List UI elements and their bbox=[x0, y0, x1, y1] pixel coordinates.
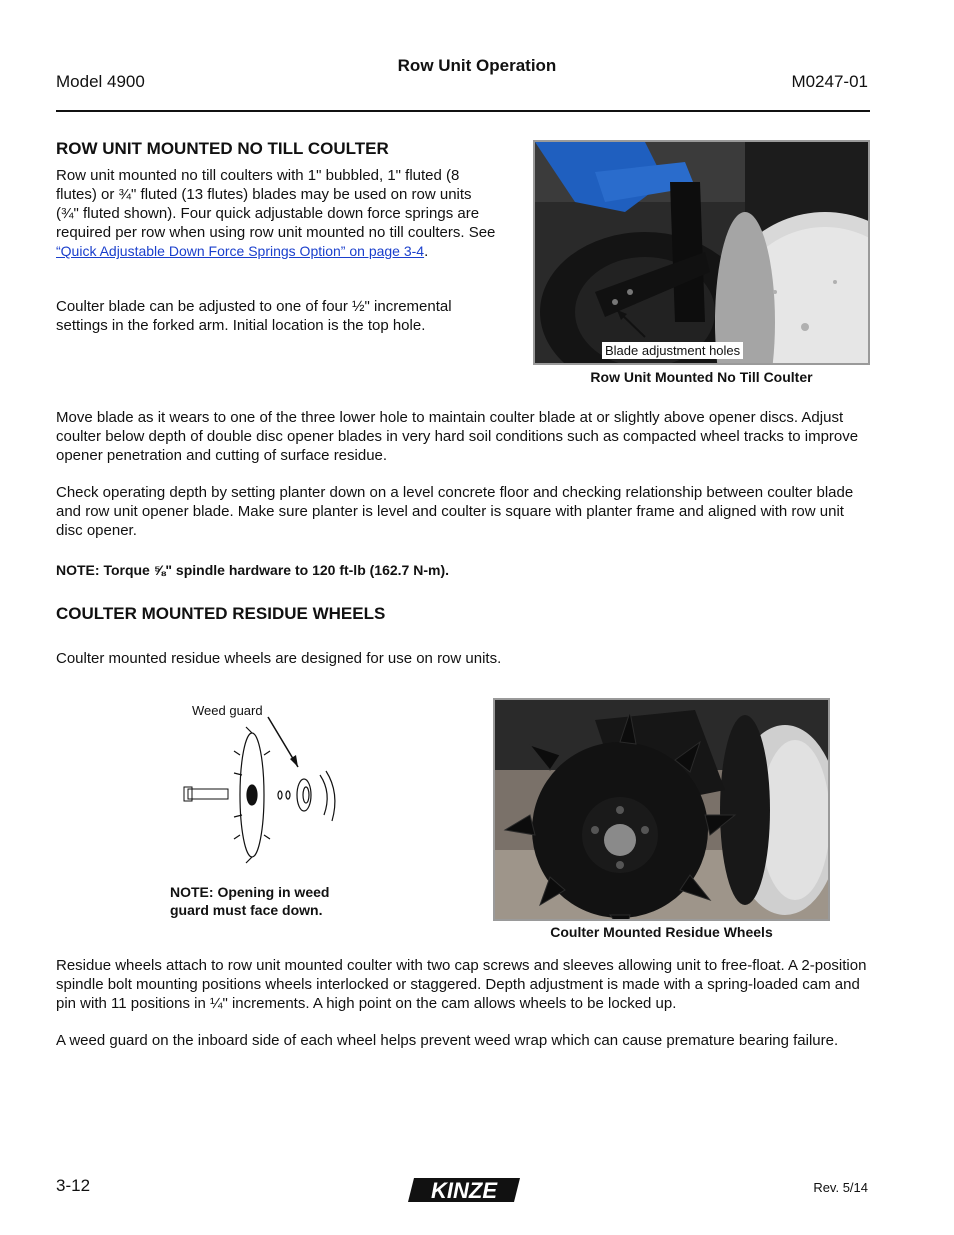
section-title: Row Unit Operation bbox=[397, 56, 557, 75]
operating-depth-paragraph: Check operating depth by setting planter down on a level concrete floor and checking relationship between coulter blade and row unit opener blade. Make sure planter is level and coulter is square with planter frame and aligned with row unit disc opener. bbox=[56, 484, 854, 539]
kinze-logo-mark bbox=[404, 1174, 524, 1204]
weed-guard-paragraph: A weed guard on the inboard side of each wheel helps prevent weed wrap which can cause premature bearing failure. bbox=[56, 1032, 839, 1049]
weed-guard-label: Weed guard bbox=[192, 703, 263, 718]
torque-note: NOTE: Torque ⅝" spindle hardware to 120 ft-lb (162.7 N-m). bbox=[56, 562, 449, 578]
kinze-logo-text: KINZE bbox=[431, 1178, 497, 1203]
residue-attach-paragraph: Residue wheels attach to row unit mounted coulter with two cap screws and sleeves allowing unit to free-float. A 2-position spindle bolt mounting positions wheels interlocked or staggered. Depth adjustment is made with a spring-loaded cam and pin with 11 positions in ¼" increments. A high point on the cam allows wheels to be locked up. bbox=[56, 957, 867, 1012]
blade-adjust-paragraph: Coulter blade can be adjusted to one of four ½" incremental settings in the forked arm. Initial location is the top hole. bbox=[56, 298, 452, 334]
blade-wear-paragraph: Move blade as it wears to one of the three lower hole to maintain coulter blade at or slightly above opener discs. Adjust coulter below depth of double disc opener blades in very hard soil conditions such as compacted wheel tracks to improve opener penetration and cutting of surface residue. bbox=[56, 409, 859, 464]
weed-guard-note: NOTE: Opening in weed guard must face down. bbox=[170, 884, 330, 918]
page-number: 3-12 bbox=[56, 1176, 91, 1195]
residue-wheel-photo bbox=[493, 698, 830, 921]
revision-date: Rev. 5/14 bbox=[813, 1180, 868, 1195]
blade-adjustment-label: Blade adjustment holes bbox=[602, 342, 743, 359]
coulter-photo bbox=[533, 140, 870, 365]
coulter-photo-caption: Row Unit Mounted No Till Coulter bbox=[590, 369, 813, 385]
kinze-logo bbox=[404, 1174, 524, 1204]
model-label: Model 4900 bbox=[56, 72, 145, 91]
header-rule bbox=[56, 110, 870, 112]
residue-intro-paragraph: Coulter mounted residue wheels are designed for use on row units. bbox=[56, 650, 502, 667]
coulter-intro-text: Row unit mounted no till coulters with 1" bubbled, 1" fluted (8 flutes) or ¾" fluted (13 flutes) blades may be used on row units (¾" fluted shown). Four quick adjustable down force springs are required per row when using row unit mounted no till coulters. See bbox=[56, 167, 496, 241]
coulter-photo-illustration bbox=[535, 142, 868, 363]
residue-wheel-photo-caption: Coulter Mounted Residue Wheels bbox=[550, 924, 773, 940]
residue-wheel-photo-illustration bbox=[495, 700, 828, 919]
residue-wheel-exploded-diagram bbox=[180, 715, 350, 865]
coulter-intro-end: . bbox=[424, 243, 429, 260]
document-number: M0247-01 bbox=[791, 72, 868, 91]
coulter-intro-paragraph bbox=[56, 166, 496, 261]
section-heading-coulter: ROW UNIT MOUNTED NO TILL COULTER bbox=[56, 139, 389, 158]
section-heading-residue-wheels: COULTER MOUNTED RESIDUE WHEELS bbox=[56, 604, 386, 623]
down-force-springs-link[interactable]: “Quick Adjustable Down Force Springs Option” on page 3-4 bbox=[56, 243, 425, 259]
